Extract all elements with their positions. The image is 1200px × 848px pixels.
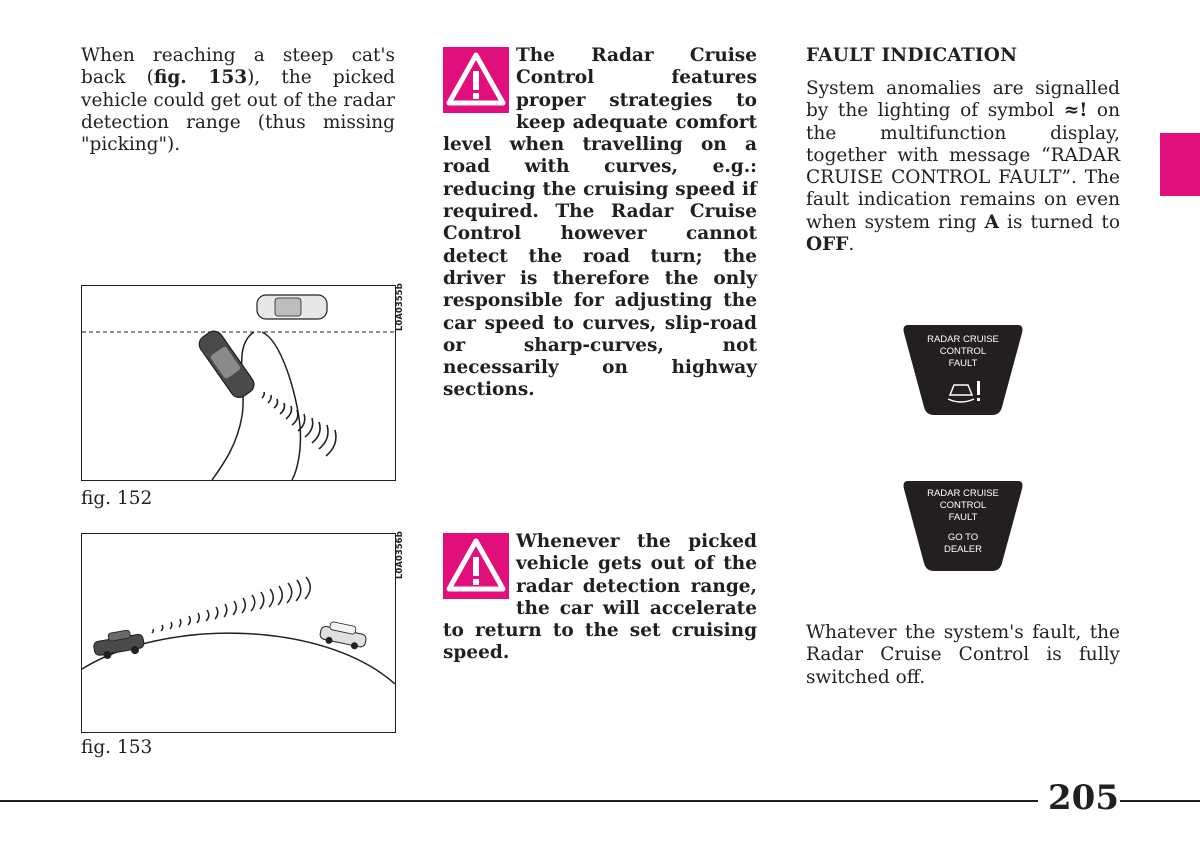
figure-152-curve-diagram — [81, 283, 405, 481]
radar-waves-icon — [152, 577, 310, 633]
display-line: CONTROL — [939, 346, 987, 357]
page-number: 205 — [1048, 778, 1119, 818]
fault-text-b: on the multifunction display, together with message “RADAR CRUISE CONTROL FAULT”. The fault indication remains on even when system ring — [806, 100, 1120, 233]
warning-text-acceleration: Whenever the picked vehicle gets out of the radar detection range, the car will accelerate to return to the set cruising speed. — [443, 531, 757, 664]
own-car-icon — [196, 328, 258, 401]
section-tab — [1160, 133, 1200, 196]
display-line: DEALER — [943, 544, 982, 555]
display-go-to-dealer-panel — [902, 481, 1024, 571]
display-line: FAULT — [948, 512, 978, 523]
radar-fault-icon — [944, 375, 984, 405]
radar-waves-icon — [262, 392, 336, 456]
off-label: OFF — [806, 234, 849, 256]
display-line: GO TO — [947, 532, 979, 543]
own-car-icon — [92, 628, 146, 661]
intro-text-start: When reaching a steep cat's back ( — [81, 45, 395, 89]
figure-code: L0A0355b — [395, 283, 405, 331]
fault-text-a: System anomalies are signalled by the lighting of symbol — [806, 78, 1120, 122]
display-line: CONTROL — [939, 500, 987, 511]
display-line: RADAR CRUISE — [927, 334, 999, 345]
warning-block-curves — [443, 45, 757, 402]
lead-car-icon — [257, 295, 327, 319]
warning-triangle-icon — [443, 47, 509, 113]
warning-block-acceleration — [443, 531, 757, 665]
figure-153-hill-diagram — [81, 531, 405, 733]
figure-153-caption: fig. 153 — [81, 737, 153, 758]
warning-triangle-icon — [443, 533, 509, 599]
intro-text-end: ), the picked vehicle could get out of the radar detection range (thus missing "picking"). — [81, 67, 396, 156]
hill-crest-illustration — [82, 534, 395, 732]
figure-reference: fig. 153 — [153, 67, 248, 89]
footer-rule-left — [0, 800, 1038, 802]
switch-off-paragraph: Whatever the system's fault, the Radar Cruise Control is fully switched off. — [806, 622, 1120, 688]
figure-code: L0A0356b — [395, 531, 405, 579]
display-fault-panel — [902, 325, 1024, 415]
figure-152-caption: fig. 152 — [81, 488, 153, 509]
display-line: RADAR CRUISE — [927, 488, 999, 499]
ring-letter: A — [984, 211, 999, 233]
intro-paragraph — [81, 45, 395, 156]
curve-road-illustration — [82, 286, 395, 480]
footer-rule-right — [1120, 800, 1200, 802]
section-heading: FAULT INDICATION — [806, 45, 1018, 66]
display-line: FAULT — [948, 358, 978, 369]
fault-text-d: . — [848, 234, 855, 256]
radar-fault-symbol-icon: ≈! — [1063, 100, 1088, 122]
fault-text-c: is turned to — [998, 211, 1120, 233]
fault-paragraph — [806, 78, 1120, 256]
warning-text-curves: The Radar Cruise Control features proper strategies to keep adequate comfort level when travelling on a road with curves, e.g.: reducing the cruising speed if required. The Radar Cruise Control however cannot detect the road turn; the driver is therefore the only responsible for adjusting the car speed to curves, slip-road or sharp-curves, not necessarily on highway sections. — [443, 45, 757, 401]
